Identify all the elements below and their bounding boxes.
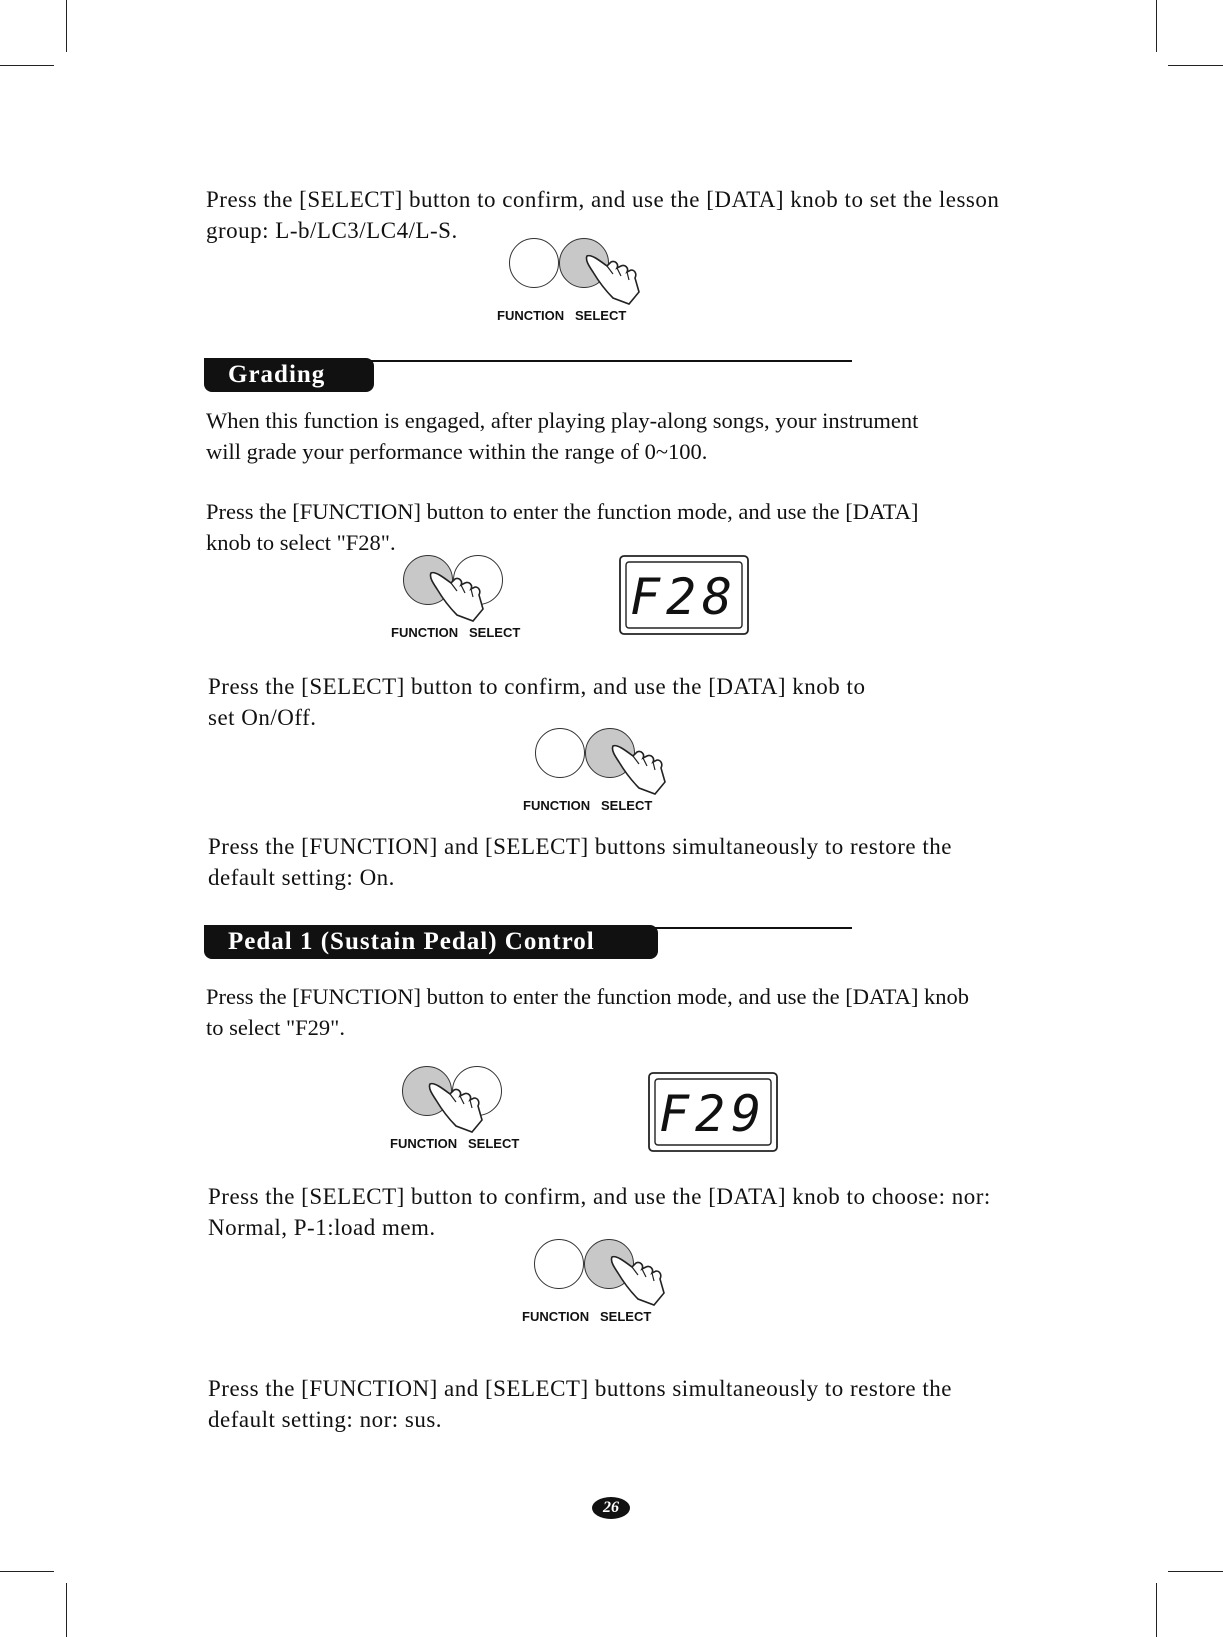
text-line: default setting: On. <box>208 865 395 890</box>
pedal-step-restore <box>208 1373 952 1435</box>
select-label: SELECT <box>468 1136 520 1151</box>
lcd-display <box>619 555 749 635</box>
text-line: Press the [FUNCTION] and [SELECT] buttons simultaneously to restore the <box>208 1376 952 1401</box>
crop-mark <box>0 1571 54 1572</box>
text-line: default setting: nor: sus. <box>208 1407 443 1432</box>
intro-line: group: L-b/LC3/LC4/L-S. <box>206 218 458 243</box>
hand-pointer-icon <box>611 742 669 796</box>
select-press-diagram <box>497 238 637 328</box>
crop-mark <box>1168 65 1223 66</box>
grading-description <box>206 405 918 467</box>
select-press-diagram <box>523 728 663 818</box>
text-line: Press the [SELECT] button to confirm, and use the [DATA] knob to choose: nor: <box>208 1184 991 1209</box>
select-label: SELECT <box>575 308 627 323</box>
grading-step-restore <box>208 831 952 893</box>
crop-mark <box>66 1583 67 1637</box>
hand-pointer-icon <box>610 1253 668 1307</box>
function-button <box>534 1239 584 1289</box>
text-line: When this function is engaged, after playing play-along songs, your instrument <box>206 408 919 433</box>
intro-line: Press the [SELECT] button to confirm, and use the [DATA] knob to set the lesson <box>206 187 1000 212</box>
crop-mark <box>1156 0 1157 52</box>
function-button <box>509 238 559 288</box>
intro-paragraph <box>206 184 999 246</box>
pedal-step-select <box>208 1181 991 1243</box>
function-press-diagram <box>390 1066 530 1156</box>
grading-step-function <box>206 496 918 558</box>
select-label: SELECT <box>469 625 521 640</box>
function-label: FUNCTION <box>390 1136 458 1151</box>
section-title: Grading <box>204 358 374 392</box>
crop-mark <box>66 0 67 52</box>
function-label: FUNCTION <box>523 798 591 813</box>
select-label: SELECT <box>601 798 653 813</box>
text-line: to select "F29". <box>206 1015 345 1040</box>
crop-mark <box>1156 1583 1157 1637</box>
hand-pointer-icon <box>429 569 487 623</box>
lcd-readout: F29 <box>658 1085 768 1143</box>
function-label: FUNCTION <box>497 308 565 323</box>
text-line: Press the [SELECT] button to confirm, and use the [DATA] knob to <box>208 674 866 699</box>
function-press-diagram <box>391 555 531 645</box>
text-line: knob to select "F28". <box>206 530 396 555</box>
function-label: FUNCTION <box>522 1309 590 1324</box>
hand-pointer-icon <box>585 252 643 306</box>
select-press-diagram <box>522 1239 662 1329</box>
function-button <box>535 728 585 778</box>
grading-step-select <box>208 671 865 733</box>
crop-mark <box>0 65 54 66</box>
hand-pointer-icon <box>428 1080 486 1134</box>
text-line: Press the [FUNCTION] and [SELECT] buttons simultaneously to restore the <box>208 834 952 859</box>
text-line: Press the [FUNCTION] button to enter the function mode, and use the [DATA] <box>206 499 919 524</box>
select-label: SELECT <box>600 1309 652 1324</box>
pedal-header <box>204 925 852 961</box>
page-number: 26 <box>592 1497 630 1519</box>
grading-header <box>204 358 852 394</box>
section-title: Pedal 1 (Sustain Pedal) Control <box>204 925 658 959</box>
text-line: set On/Off. <box>208 705 317 730</box>
lcd-readout: F28 <box>629 568 739 626</box>
lcd-display <box>648 1072 778 1152</box>
pedal-step-function <box>206 981 969 1043</box>
text-line: Normal, P-1:load mem. <box>208 1215 436 1240</box>
text-line: Press the [FUNCTION] button to enter the function mode, and use the [DATA] knob <box>206 984 970 1009</box>
crop-mark <box>1168 1571 1223 1572</box>
text-line: will grade your performance within the range of 0~100. <box>206 439 708 464</box>
function-label: FUNCTION <box>391 625 459 640</box>
